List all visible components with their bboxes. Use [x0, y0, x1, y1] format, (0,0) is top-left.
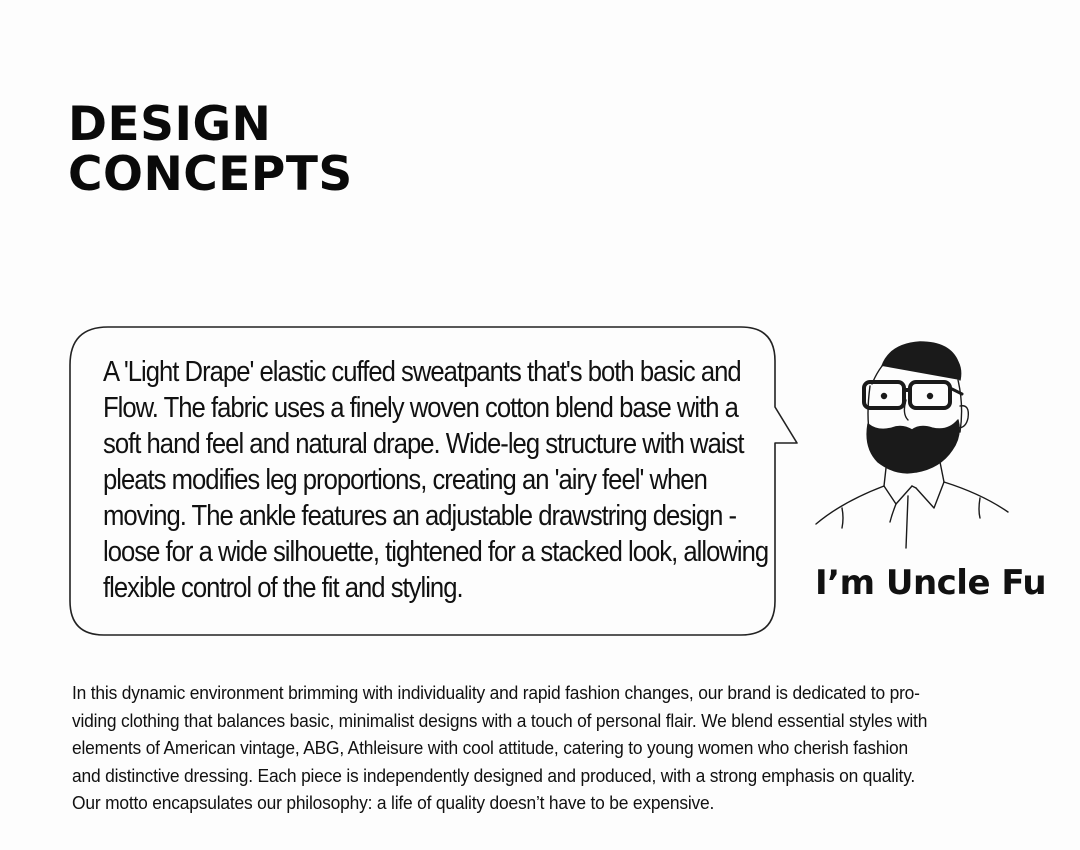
description-line: Our motto encapsulates our philosophy: a life of quality doesn’t have to be expensive. [72, 792, 715, 813]
uncle-fu-portrait-icon [812, 336, 1012, 556]
design-quote: A 'Light Drape' elastic cuffed sweatpants that's both basic and Flow. The fabric uses a finely woven cotton blend base with a soft hand feel and natural drape. Wide-leg structure with waist pleats modifies leg proportions, creating an 'airy feel' when moving. The ankle features an adjustable drawstring design - loose for a wide silhouette, tightened for a stacked look, allowing flexible control of the fit and styling. [103, 356, 769, 604]
page-title-line-2: CONCEPTS [68, 147, 353, 202]
page-title-line-1: DESIGN [68, 97, 272, 152]
brand-description [72, 679, 1021, 817]
designer-caption: I’m Uncle Fu [815, 563, 1047, 603]
description-line: viding clothing that balances basic, minimalist designs with a touch of personal flair. We blend essential styles with [72, 709, 928, 731]
description-line: elements of American vintage, ABG, Athleisure with cool attitude, catering to young women who cherish fashion [72, 737, 908, 758]
description-line: and distinctive dressing. Each piece is independently designed and produced, with a strong emphasis on quality. [72, 764, 916, 786]
description-line: In this dynamic environment brimming with individuality and rapid fashion changes, our brand is dedicated to pro- [72, 682, 920, 703]
